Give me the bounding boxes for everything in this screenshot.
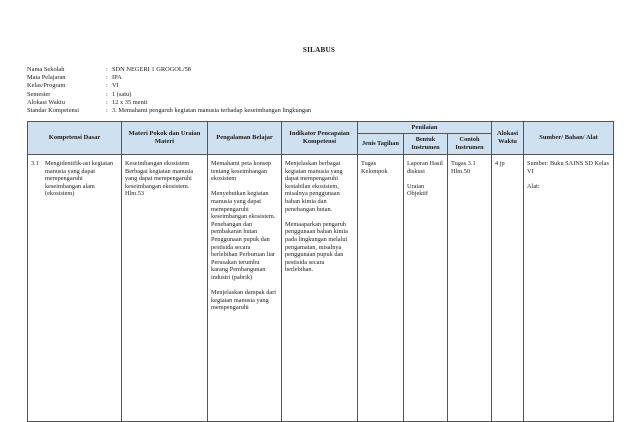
cell-alokasi	[492, 155, 524, 422]
meta-value: SDN NEGERI 1 GROGOL/58	[112, 66, 191, 73]
pengalaman-item: Menyebutkan kegiatan manusia yang dapat mempengaruhi keseimbangan ekosistem. Penebangan dan pembakaran hutan Penggunaan pupuk dan pestisida secara berlebihan Perburuan liar Perusakan terumbu karang Pembangunan industri (pabrik)	[211, 190, 276, 281]
pengalaman-item: Memahami peta konsep tentang keseimbangan ekosistem	[211, 160, 272, 183]
meta-row-time	[27, 99, 311, 107]
cell-indikator	[282, 155, 358, 422]
meta-label: Standar Kompetensi	[27, 107, 80, 115]
meta-separator: :	[106, 66, 108, 73]
meta-separator: :	[106, 74, 108, 82]
header-contoh: Contoh Instrumen	[448, 134, 492, 155]
header-bentuk: Bentuk Instrumen	[404, 134, 448, 155]
meta-label: Mata Pelajaran	[27, 74, 66, 82]
sumber-item: Alat:	[527, 182, 540, 190]
cell-sumber	[524, 155, 614, 422]
indikator-item: Memaaparkan pengaruh penggunaan bahan kimia pada lingkungan melalui pengamatan, misalnya penggunaan pupuk dan pestisida secara berlebihan.	[285, 220, 348, 274]
contoh-text: Tugas 3.1 Hlm.50	[451, 160, 476, 175]
meta-label: Semester	[27, 90, 51, 98]
header-kompetensi-dasar: Kompetensi Dasar	[28, 122, 122, 155]
kd-item	[31, 160, 118, 198]
cell-kompetensi-dasar	[28, 155, 122, 422]
alokasi-text: 4 jp	[495, 160, 505, 167]
meta-value: IPA	[112, 74, 122, 82]
materi-text: Keseimbangan ekosistem Berbagai kegiatan manusia yang dapat mempengaruhi keseimbangan ekosistem. Hlm.53	[125, 160, 194, 198]
meta-label: Nama Sekolah	[27, 66, 65, 73]
sumber-item: Sumber: Buku SAINS SD Kelas VI	[527, 160, 609, 175]
kd-number: 3.1	[31, 160, 39, 167]
document-title: SILABUS	[302, 46, 336, 54]
cell-jenis	[358, 155, 404, 422]
meta-row-class	[27, 82, 311, 90]
header-indikator: Indikator Pencapaian Kompetensi	[282, 122, 358, 155]
meta-value: VI	[112, 82, 119, 90]
pengalaman-item: Menjelaskan dampak dari kegiatan manusia yang mempengaruhi	[211, 289, 277, 312]
meta-value: 12 x 35 menit	[112, 98, 148, 106]
cell-contoh	[448, 155, 492, 422]
bentuk-item: Laporan Hasil diskusi	[407, 160, 443, 175]
jenis-text: Tugas Kelompok	[361, 160, 388, 175]
meta-row-semester	[27, 91, 311, 99]
meta-separator: :	[106, 98, 108, 106]
identity-block	[27, 66, 311, 115]
meta-value: 3. Memahami pengaruh kegiatan manusia terhadap keseimbangan lingkungan	[112, 107, 312, 115]
header-materi: Materi Pokok dan Uraian Materi	[122, 122, 208, 155]
header-pengalaman: Pengalaman Belajar	[208, 122, 282, 155]
meta-row-school	[27, 66, 311, 74]
meta-separator: :	[106, 82, 108, 90]
table-row	[28, 155, 614, 422]
syllabus-table	[27, 121, 614, 422]
header-jenis: Jenis Tagihan	[358, 134, 404, 155]
kd-text: Mengidentifik-asi kegiatan manusia yang dapat mempengaruhi keseimbangan alam (ekosistem)	[45, 160, 114, 198]
cell-pengalaman	[208, 155, 282, 422]
meta-row-subject	[27, 74, 311, 82]
meta-value: 1 (satu)	[112, 90, 132, 98]
header-row	[28, 122, 614, 134]
indikator-item: Menjelaskan berbagai kegiatan manusia yang dapat mempengaruhi kestabilan ekosistem, misalnya penggunaan bahan kimia dan penebangan hutan.	[285, 160, 343, 213]
meta-row-standard	[27, 107, 311, 115]
meta-separator: :	[106, 90, 108, 98]
cell-bentuk	[404, 155, 448, 422]
cell-materi	[122, 155, 208, 422]
pengalaman-content	[211, 160, 278, 421]
header-penilaian: Penilaian	[358, 122, 492, 134]
meta-separator: :	[106, 107, 108, 115]
meta-label: Kelas/Program	[27, 82, 66, 90]
header-alokasi: Alokasi Waktu	[492, 122, 524, 155]
bentuk-item: Uraian Objektif	[407, 182, 428, 198]
meta-label: Alokasi Waktu	[27, 98, 65, 106]
header-sumber: Sumber/ Bahan/ Alat	[524, 122, 614, 155]
